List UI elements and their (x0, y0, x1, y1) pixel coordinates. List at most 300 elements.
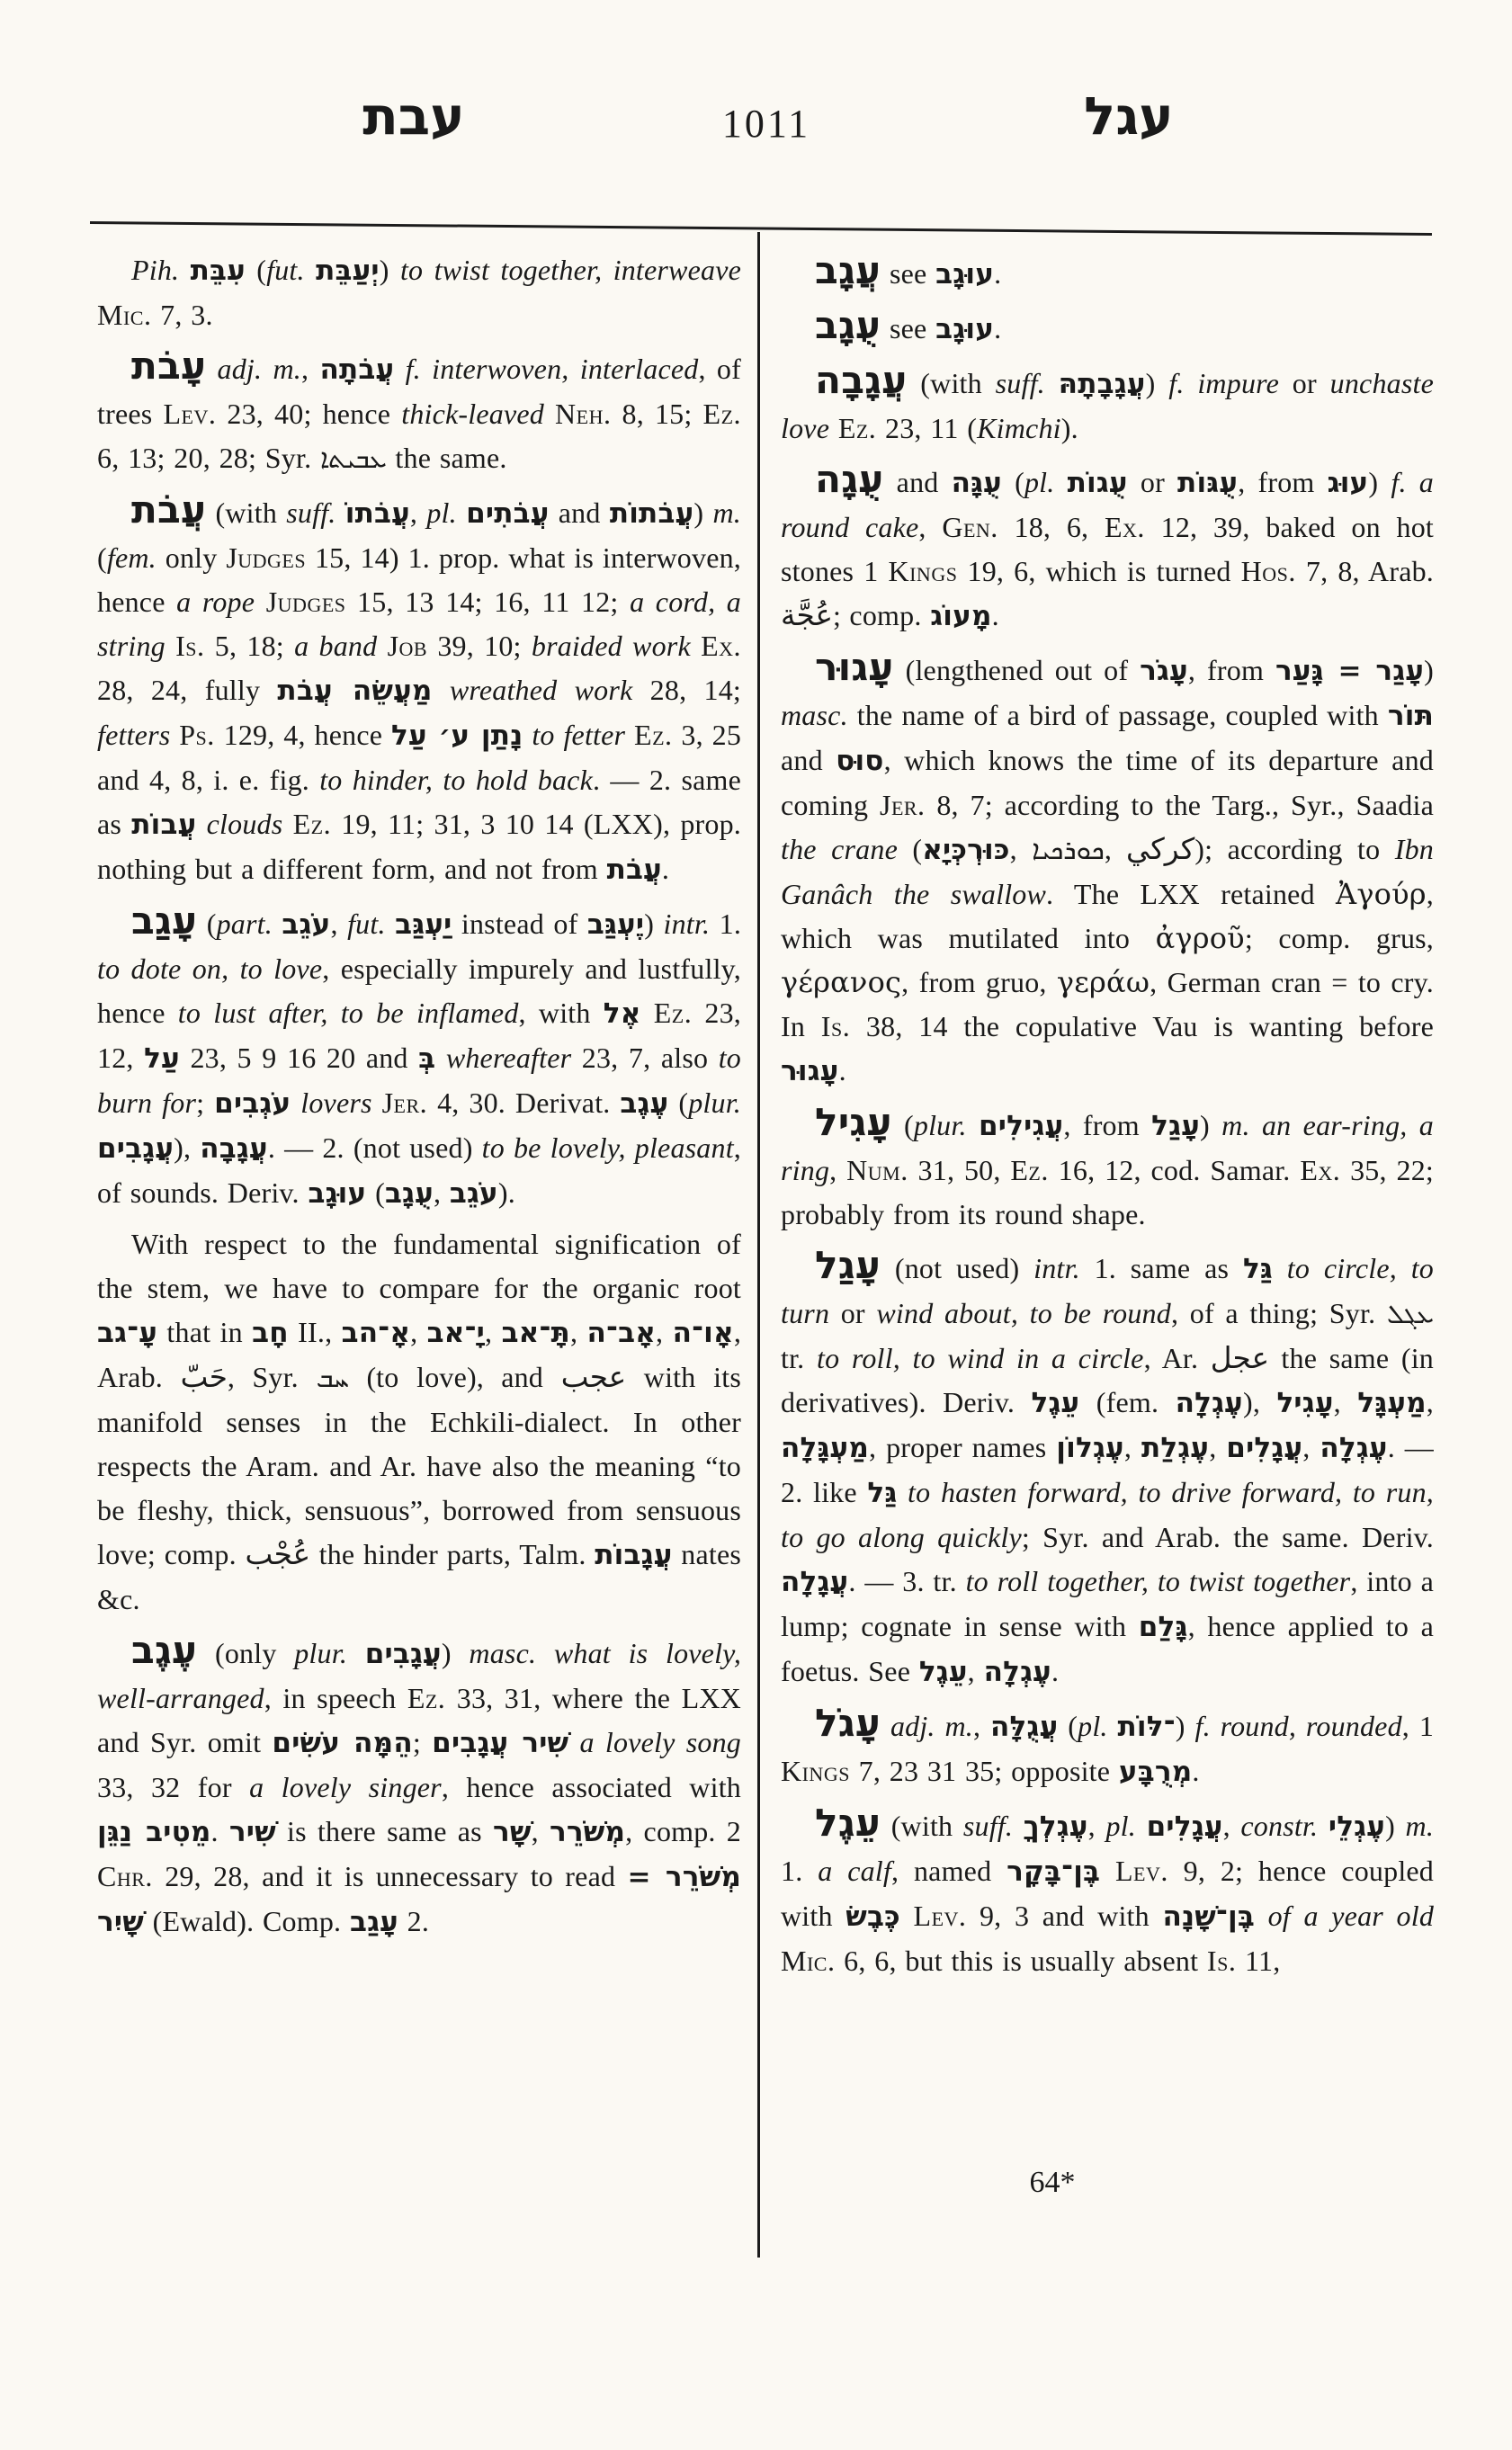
text-run: 23, 11 ( (876, 412, 978, 444)
text-run: , Ar. (1143, 1342, 1211, 1374)
hebrew-word: עֶגְלָה (1175, 1387, 1243, 1419)
left-column (97, 248, 741, 1945)
dictionary-entry (97, 899, 741, 1216)
text-run: ( (366, 1176, 385, 1209)
text-run: , Syr. (227, 1361, 317, 1393)
reference-abbrev: Gen. (942, 511, 998, 543)
italic-run: m. (712, 496, 741, 529)
text-run (625, 719, 634, 751)
italic-run: fem. (106, 541, 157, 574)
text-run: 6, 6, but this is usually absent (835, 1945, 1207, 1977)
hebrew-word: עֵגֶל (1031, 1387, 1080, 1419)
text-run: ) (693, 496, 713, 529)
hebrew-word: עֲגָלָה (781, 1566, 849, 1598)
hebrew-word: שָׁר (493, 1816, 532, 1848)
italic-run: clouds (206, 808, 283, 840)
text-run (170, 719, 179, 751)
text-run: , 1 (1401, 1710, 1435, 1742)
text-run (1255, 1900, 1268, 1932)
hebrew-word: יֶעְגַּב (586, 908, 645, 941)
hebrew-word: גָּלַם (1138, 1611, 1188, 1643)
italic-run: suff. (286, 496, 336, 529)
italic-run: to circle, to turn (781, 1252, 1435, 1329)
hebrew-word: עֲגָבוֹת (595, 1539, 673, 1571)
italic-run: of a year old (1267, 1900, 1435, 1932)
hebrew-headword: עֻגָה (815, 456, 884, 501)
text-run: , proper names (869, 1431, 1057, 1463)
italic-run: to roll together, to twist together (965, 1565, 1351, 1597)
reference-abbrev: Lev. (913, 1900, 967, 1932)
text-run: the name of a bird of passage, coupled with (847, 699, 1388, 731)
italic-run: a calf (818, 1855, 891, 1887)
hebrew-word: מְרֻבָּע (1118, 1756, 1193, 1788)
hebrew-word: שִׁיר (228, 1816, 276, 1848)
hebrew-word: עֲבֹתָה (319, 353, 395, 386)
reference-abbrev: Jer. (879, 789, 926, 821)
italic-run: fut. (347, 908, 386, 940)
greek-word: γέρανος (781, 965, 902, 999)
hebrew-headword: עֶגֶב (131, 1627, 198, 1672)
italic-run: intr. (1033, 1252, 1080, 1284)
text-run: , with (518, 997, 604, 1029)
hebrew-word: עֶגְלֵי (1328, 1811, 1386, 1843)
text-run (196, 808, 206, 840)
signature-mark: 64* (1029, 2166, 1076, 2199)
text-run: , Arab. (97, 1316, 742, 1393)
hebrew-word: אָ־הב (341, 1317, 411, 1349)
italic-run: a rope (176, 586, 255, 618)
text-run: , of a thing; Syr. (1170, 1297, 1387, 1329)
text-run: , (1104, 833, 1127, 865)
dictionary-entry (781, 1243, 1434, 1694)
text-run: , comp. 2 (625, 1815, 741, 1847)
reference-abbrev: Num. (846, 1154, 908, 1186)
hebrew-word: כּוּרְכְּיָא (922, 834, 1010, 866)
italic-run: masc. (781, 699, 848, 731)
italic-run: wind about, to be round (876, 1297, 1171, 1329)
text-run (568, 1726, 579, 1758)
text-run: 23, 5 9 16 20 and (179, 1042, 419, 1074)
syriac-word: ܥܒܝܬܐ (319, 443, 387, 474)
reference-abbrev: Ez. (837, 412, 877, 444)
text-run: 9, 2; hence coupled with (781, 1855, 1435, 1932)
dictionary-entry (781, 358, 1434, 451)
dictionary-entry (781, 457, 1434, 639)
hebrew-word: עַל (144, 1042, 180, 1075)
arabic-word: حَبّ (180, 1360, 228, 1394)
italic-run: to hasten forward, to drive forward, to run, to go along quickly (781, 1476, 1434, 1553)
text-run: . (210, 1815, 229, 1847)
text-run: that in (157, 1316, 253, 1348)
dictionary-entry (97, 344, 741, 481)
hebrew-word: עֶגְלַת (1141, 1432, 1210, 1464)
italic-run: thick-leaved (401, 398, 544, 430)
text-run: , (1123, 1431, 1141, 1463)
text-run: . (1192, 1755, 1200, 1787)
italic-run: adj. m. (217, 353, 301, 385)
text-run: , (1426, 1386, 1434, 1418)
syriac-word: ܚܒ (316, 1363, 349, 1393)
text-run: ; (412, 1726, 433, 1758)
hebrew-word: עָגִיל (1276, 1387, 1334, 1419)
reference-abbrev: Ex. (701, 630, 742, 662)
italic-run: fut. (266, 254, 317, 286)
hebrew-word: מַעֲשֵׂה עֲבֹת (277, 675, 433, 707)
dictionary-entry (781, 303, 1434, 352)
text-run: , (1009, 833, 1033, 865)
hebrew-word: עֶגֶב (620, 1087, 669, 1120)
hebrew-word: עָ־גב (97, 1317, 158, 1349)
text-run (291, 1086, 300, 1119)
text-run: (only (197, 1637, 295, 1669)
hebrew-headword: עָגוּר (815, 644, 894, 689)
text-run: , from (1238, 466, 1328, 498)
text-run: . — 3. tr. (848, 1565, 966, 1597)
reference-abbrev: Lev. (1114, 1855, 1168, 1887)
text-run: 9, 3 and with (966, 1900, 1163, 1932)
header-rule (90, 221, 1432, 236)
italic-run: f. round, rounded (1194, 1710, 1402, 1742)
dictionary-entry (781, 1100, 1434, 1237)
text-run: . (1051, 1655, 1060, 1687)
italic-run: to dote on, to love (97, 952, 323, 985)
text-run: ) (644, 908, 664, 940)
italic-run: plur. (913, 1109, 967, 1141)
text-run: (fem. (1079, 1386, 1176, 1418)
reference-abbrev: Ez. (407, 1682, 446, 1714)
hebrew-word: ־לּוֹת (1117, 1711, 1176, 1743)
text-run: or (829, 1297, 877, 1329)
text-run: ( (197, 908, 217, 940)
dictionary-entry (781, 645, 1434, 1094)
text-run (386, 908, 395, 940)
text-run: 38, 14 the copulative Vau is wanting before (850, 1010, 1434, 1042)
reference-abbrev: Is. (1206, 1945, 1237, 1977)
italic-run: pl. (1105, 1810, 1136, 1842)
text-run: . (994, 257, 1002, 290)
text-run: is there same as (275, 1815, 494, 1847)
reference-abbrev: Ps. (179, 719, 215, 751)
hebrew-word: עוּג (1327, 467, 1369, 499)
text-run: 33, 32 for (97, 1771, 250, 1803)
hebrew-word: נָתַן ע׳ עַל (391, 720, 523, 752)
text-run: , from (1187, 654, 1275, 686)
text-run: 15, 13 14; 16, 11 12; (345, 586, 631, 618)
italic-run: wreathed work (449, 674, 633, 706)
reference-abbrev: Is. (820, 1010, 851, 1042)
text-run: ; comp. (833, 599, 931, 631)
dictionary-entry (781, 1701, 1434, 1794)
italic-run: to hinder, to hold back (319, 764, 593, 796)
hebrew-word: עֹגֵב (449, 1177, 498, 1210)
italic-run: constr. (1240, 1810, 1319, 1842)
syriac-word: ܥܓܠ (1386, 1299, 1434, 1329)
page-number: 1011 (721, 102, 811, 146)
hebrew-word: עֲבֹתִים (466, 497, 550, 530)
dictionary-entry (781, 1801, 1434, 1983)
text-run: , (1333, 1386, 1358, 1418)
hebrew-word: יָ־אב (426, 1317, 486, 1349)
text-run: 6, 13; 20, 28; Syr. (97, 442, 320, 474)
text-run: 15, 14) 1. prop. what is interwoven, hence (97, 541, 742, 618)
arabic-word: كركي (1126, 832, 1195, 866)
hebrew-word: סוּס (836, 745, 884, 777)
text-run: with its manifold senses in the Echkili-dialect. In other respects the Aram. and Ar. have also the meaning “to be fleshy, thick, sensuous”, borrowed from sensuous love; comp. (97, 1361, 741, 1570)
hebrew-word: עֲגָלִים (1226, 1432, 1303, 1464)
text-run: , (972, 1710, 991, 1742)
text-run: ) (1145, 367, 1169, 399)
text-run (829, 412, 838, 444)
hebrew-word: עֲבֹתוֹת (609, 497, 694, 530)
reference-abbrev: Hos. (1240, 555, 1296, 587)
dictionary-entry (97, 487, 741, 892)
hebrew-word: עֲגָבִים (97, 1132, 174, 1165)
text-run: , (1209, 1431, 1227, 1463)
reference-abbrev: Ez. (292, 808, 332, 840)
reference-abbrev: Lev. (163, 398, 217, 430)
italic-run: lovers (300, 1086, 372, 1119)
hebrew-headword: עָבֹת (131, 343, 207, 388)
text-run: , (1302, 1431, 1320, 1463)
text-run: ( (97, 541, 107, 574)
text-run (1318, 1810, 1329, 1842)
hebrew-word: חָב (252, 1317, 289, 1349)
text-run: 129, 4, hence (214, 719, 391, 751)
reference-abbrev: Judges (226, 541, 307, 574)
text-run: 28, 14; (632, 674, 742, 706)
italic-run: f. a round cake (781, 466, 1435, 543)
text-run: ), (1242, 1386, 1277, 1418)
text-run (1054, 466, 1067, 498)
text-run: 16, 12, cod. Samar. (1048, 1154, 1301, 1186)
text-run: , (967, 1655, 984, 1687)
text-run: 7, 8, Arab. (1295, 555, 1434, 587)
text-run: tr. (781, 1342, 817, 1374)
hebrew-word: אָב־ה (586, 1317, 657, 1349)
greek-word: γεράω (1056, 965, 1150, 999)
text-run: (lengthened out of (893, 654, 1141, 686)
hebrew-word: עֶגְלָה (983, 1656, 1051, 1688)
text-run (691, 630, 701, 662)
text-run (523, 719, 532, 751)
hebrew-word: עִבֵּת (190, 255, 246, 287)
hebrew-headword: עֻגָב (815, 302, 881, 347)
hebrew-word: בֶּן־שָׁנָה (1162, 1900, 1256, 1933)
text-run: (with (907, 367, 996, 399)
arabic-word: عجل (1210, 1341, 1270, 1375)
hebrew-word: עֻגוֹת (1067, 467, 1128, 499)
text-run: 7, 3. (151, 299, 213, 331)
hebrew-word: הֵמָּה עֹשִׂים (272, 1727, 413, 1759)
reference-abbrev: Ez. (1010, 1154, 1049, 1186)
italic-run: a lovely singer (249, 1771, 442, 1803)
hebrew-word: עָגַר = גָּעַר (1275, 655, 1425, 687)
hebrew-word: יַעְגַּב (395, 908, 452, 941)
hebrew-word: עֶגְלְךָ (1023, 1811, 1088, 1843)
reference-abbrev: Ez. (653, 997, 693, 1029)
greek-word: Ἀγούρ (1336, 877, 1427, 911)
hebrew-word: עָגוּר (781, 1055, 839, 1087)
reference-abbrev: Judges (265, 586, 346, 618)
text-run (377, 630, 387, 662)
reference-abbrev: Neh. (555, 398, 612, 430)
hebrew-headword: עָגֹל (815, 1700, 881, 1745)
hebrew-word: עֹגְבִים (214, 1087, 291, 1120)
text-run (336, 496, 345, 529)
text-run: 19, 6, which is turned (957, 555, 1241, 587)
text-run (433, 674, 450, 706)
text-run: nates &c. (97, 1538, 742, 1615)
text-run (900, 1900, 914, 1932)
text-run (1273, 1252, 1287, 1284)
text-run: (Ewald). Comp. (143, 1905, 350, 1937)
text-run: ( (245, 254, 267, 286)
text-run: 29, 28, and it is unnecessary to read (152, 1860, 628, 1892)
text-run (1136, 1810, 1147, 1842)
text-run (641, 997, 654, 1029)
text-run: , (300, 353, 320, 385)
text-run: ) (1200, 1109, 1222, 1141)
text-run: With respect to the fundamental signification of the stem, we have to compare for the organic root (97, 1228, 741, 1304)
hebrew-word: מָעוֹג (930, 600, 992, 632)
italic-run: masc. what is lovely, well-arranged (97, 1637, 742, 1714)
text-run: ( (1002, 466, 1024, 498)
text-run (255, 586, 266, 618)
italic-run: fetters (97, 719, 171, 751)
text-run: , of sounds. Deriv. (97, 1131, 741, 1209)
text-run: , which knows the time of its departure and coming (781, 744, 1434, 821)
text-run: or (1279, 367, 1330, 399)
reference-abbrev: Job (387, 630, 428, 662)
text-run: 4, 30. Derivat. (427, 1086, 621, 1119)
italic-run: Pih. (131, 254, 191, 286)
hebrew-word: עֲגָלִים (1146, 1811, 1223, 1843)
hebrew-word: עֻגָּה (951, 467, 1002, 499)
right-column (781, 248, 1434, 1983)
text-run: 28, 24, fully (97, 674, 278, 706)
reference-abbrev: Jer. (381, 1086, 428, 1119)
italic-run: to be lovely, pleasant (481, 1131, 734, 1164)
text-run: ; comp. grus, (1244, 922, 1434, 954)
text-run (1045, 367, 1059, 399)
text-run: ); according to (1194, 833, 1395, 865)
text-run: , (1087, 1810, 1106, 1842)
text-run: 23, 12, (97, 997, 741, 1074)
text-run: ) (1368, 466, 1391, 498)
text-run: ( (891, 1109, 914, 1141)
italic-run: suff. (962, 1810, 1014, 1842)
italic-run: Ibn Ganâch the swallow (781, 833, 1434, 910)
text-run: , hence applied to a foetus. See (781, 1610, 1434, 1687)
hebrew-word: עֲגִילִים (979, 1110, 1064, 1142)
italic-run: to lust after, to be inflamed (177, 997, 519, 1029)
text-run: , (918, 511, 943, 543)
reference-abbrev: Ez. (702, 398, 742, 430)
text-run: see (881, 312, 936, 344)
text-run: 2. (398, 1905, 430, 1937)
header-keyword-right: עגל (1084, 85, 1174, 147)
hebrew-word: גַּל (867, 1477, 898, 1509)
text-run: 1. (781, 1855, 819, 1887)
italic-run: plur. (688, 1086, 741, 1119)
text-run (347, 1637, 365, 1669)
reference-abbrev: Kings (781, 1755, 850, 1787)
hebrew-word: מֵטִיב נַגֵּן (97, 1816, 211, 1848)
hebrew-word: עֲגָבָה (200, 1132, 268, 1165)
hebrew-word: מְשֹׁרֵר (550, 1816, 626, 1848)
hebrew-word: כֶּבֶשׂ (845, 1900, 900, 1933)
italic-run: m. (1405, 1810, 1435, 1842)
text-run: the same. (386, 442, 507, 474)
italic-run: braided work (531, 630, 691, 662)
hebrew-word: עֲבֹת (606, 854, 662, 886)
italic-run: to twist together, interweave (399, 254, 742, 286)
text-run: , (409, 496, 427, 529)
text-run: , which was mutilated into (781, 878, 1434, 954)
italic-run: a cord, a string (97, 586, 742, 662)
text-run: , in speech (264, 1682, 407, 1714)
text-run (881, 1710, 890, 1742)
dictionary-entry (97, 248, 741, 337)
text-run: only (156, 541, 227, 574)
hebrew-word: מַעְגָּלָה (781, 1432, 870, 1464)
text-run: 23, 40; hence (216, 398, 402, 430)
arabic-word: عُجْب (245, 1537, 311, 1571)
header-keyword-left: עבת (362, 85, 465, 147)
text-run (282, 808, 292, 840)
text-run: 33, 31, where the LXX and Syr. omit (97, 1682, 741, 1758)
reference-abbrev: Ez. (634, 719, 673, 751)
text-run: , from gruo, (901, 966, 1057, 998)
italic-run: part. (216, 908, 273, 940)
text-run: 5, 18; (204, 630, 295, 662)
hebrew-word: אֶל (603, 997, 641, 1030)
text-run: ; Syr. and Arab. the same. Deriv. (1021, 1521, 1434, 1553)
text-run: and (883, 466, 952, 498)
hebrew-word: עָגֹר (1140, 655, 1188, 687)
dictionary-entry (97, 1222, 741, 1622)
text-run: . (994, 312, 1002, 344)
hebrew-headword: עֲגָבָה (815, 357, 908, 402)
text-run (435, 1042, 446, 1074)
hebrew-word: שִׁיר עֲגָבִים (432, 1727, 569, 1759)
text-run: the same (in derivatives). Deriv. (781, 1342, 1435, 1418)
hebrew-word: עָגַב (349, 1906, 398, 1938)
italic-run: pl. (1024, 466, 1055, 498)
italic-run: f. impure (1168, 367, 1280, 399)
text-run: , from (1063, 1109, 1152, 1141)
hebrew-headword: עֵגֶל (815, 1800, 881, 1845)
hebrew-word: עֻגּוֹת (1177, 467, 1239, 499)
text-run: , (1222, 1810, 1241, 1842)
text-run: . (991, 599, 999, 631)
text-run: ). (497, 1176, 515, 1209)
reference-abbrev: Ex. (1300, 1154, 1341, 1186)
text-run: or (1127, 466, 1178, 498)
column-divider (757, 232, 760, 2258)
text-run: (not used) (881, 1252, 1034, 1284)
text-run: see (881, 257, 936, 290)
hebrew-word: יְעַבֵּת (316, 255, 380, 287)
hebrew-headword: עָגִיל (815, 1099, 892, 1144)
italic-run: f. interwoven, interlaced (405, 353, 699, 385)
italic-run: whereafter (445, 1042, 572, 1074)
text-run: . — 2. like (781, 1431, 1434, 1508)
dictionary-entry (97, 1628, 741, 1945)
italic-run: pl. (426, 496, 457, 529)
text-run (1108, 1710, 1118, 1742)
text-run: . — 2. same as (97, 764, 742, 840)
